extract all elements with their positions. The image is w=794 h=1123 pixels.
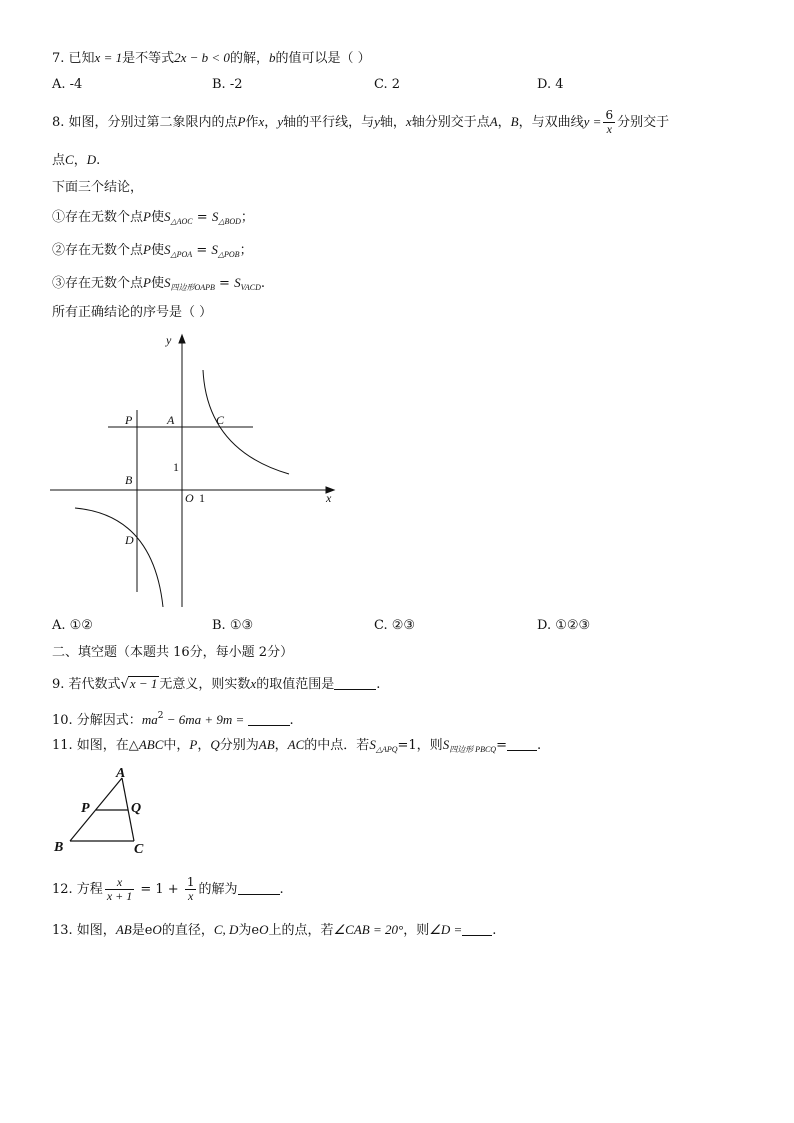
q11-math: Q [210, 737, 220, 752]
area-subscript: 四边形OAPB [170, 283, 215, 292]
q7-text: 7. 已知 [52, 51, 95, 66]
label-point-d: D [125, 533, 134, 547]
area-symbol: S [211, 242, 218, 257]
q11-math: AB [258, 737, 275, 752]
q7-option-b: B. -2 [212, 77, 243, 92]
q12-equation: = 1 + [136, 882, 183, 897]
q7-option-d: D. 4 [537, 77, 564, 92]
label-point-b: B [125, 473, 133, 487]
q13-math: AB [115, 922, 132, 937]
q11-text: . [536, 738, 542, 753]
q8-stem-line2 [52, 152, 100, 169]
q13-math: O [259, 922, 269, 937]
q11-text: 分别为 [219, 738, 259, 753]
q8-text: 轴， [379, 115, 406, 130]
q8-math: x [258, 114, 265, 129]
hyperbola-branch-third-quadrant [75, 508, 163, 607]
q8-text: ， [73, 153, 87, 168]
q8-text: 轴的平行线，与 [283, 115, 375, 130]
label-point-c: C [216, 413, 225, 427]
label-tick-x-1: 1 [199, 491, 205, 505]
label-point-p: P [125, 413, 133, 427]
q8-math: x [405, 114, 412, 129]
label-point-q: Q [131, 801, 142, 816]
equals-sign: = [192, 210, 212, 225]
q8-text: ， [497, 115, 511, 130]
answer-blank[interactable] [462, 923, 492, 936]
q8-option-b: B. ①③ [212, 618, 254, 633]
q8-text: . [260, 276, 266, 291]
q12-fraction-right [185, 876, 197, 903]
fraction-denominator: x [606, 122, 612, 136]
q13-stem [52, 922, 496, 939]
q13-angle: ∠D = [429, 922, 463, 937]
label-vertex-c: C [134, 842, 144, 857]
q8-text: 作 [245, 115, 259, 130]
q8-hyperbola-fraction [603, 109, 615, 136]
section-heading-fill-in: 二、填空题（本题共 16分，每小题 2分） [52, 645, 294, 660]
q12-text: 的解为 [198, 882, 238, 897]
q13-text: 上的点，若 [268, 923, 334, 938]
q13-text: 的直径， [161, 923, 214, 938]
area-subscript: △AOC [170, 217, 193, 226]
q8-text: ，与双曲线 [518, 115, 584, 130]
fraction-numerator: 6 [605, 108, 614, 122]
q8-text: ①存在无数个点 [52, 210, 144, 225]
q13-text: ，则 [403, 923, 430, 938]
area-symbol: S [163, 209, 171, 224]
q8-text: ③存在无数个点 [52, 276, 144, 291]
q11-text: = [496, 738, 507, 753]
area-subscript: △BOD [218, 217, 241, 226]
q7-text: 的解， [229, 51, 269, 66]
answer-blank[interactable] [507, 738, 537, 751]
fraction-numerator: x [105, 876, 134, 890]
q8-question: 所有正确结论的序号是（ ） [52, 305, 213, 320]
q7-option-c: C. 2 [374, 77, 401, 92]
area-symbol: S [211, 209, 219, 224]
q10-text: 10. 分解因式： [52, 713, 142, 728]
q11-text: =1，则 [397, 738, 443, 753]
label-point-a: A [167, 413, 175, 427]
q8-text: 点 [52, 153, 66, 168]
area-symbol: S [369, 737, 376, 752]
fraction-numerator: 1 [186, 875, 195, 889]
q8-text: . [96, 153, 101, 168]
q9-text: 无意义，则实数 [159, 677, 251, 692]
q10-text: . [289, 713, 294, 728]
q8-text: 轴分别交于点 [411, 115, 490, 130]
q11-text: ， [197, 738, 211, 753]
q9-stem [52, 676, 380, 693]
q8-text: ②存在无数个点 [52, 243, 144, 258]
answer-blank[interactable] [238, 882, 280, 895]
q8-math: P [143, 209, 151, 224]
area-subscript: △APQ [375, 745, 398, 754]
q12-stem [52, 872, 284, 908]
label-x-axis: x [326, 491, 332, 505]
fraction-denominator: x [188, 889, 194, 903]
q13-angle: ∠CAB = 20° [333, 922, 404, 937]
q7-text: 的值可以是（ ） [275, 51, 371, 66]
q8-conclusion-2 [52, 242, 253, 263]
q7-math: x = 1 [94, 50, 123, 65]
q8-text: ； [239, 243, 253, 258]
q7-math: b [268, 50, 276, 65]
label-origin: O [185, 491, 194, 505]
fraction-denominator: x + 1 [106, 889, 133, 903]
q11-math: P [189, 737, 198, 752]
q8-math: y [277, 114, 284, 129]
area-subscript: VACD [240, 283, 261, 292]
q7-text: 是不等式 [122, 51, 175, 66]
q11-math: ABC [138, 737, 164, 752]
q10-expression: ma [141, 712, 158, 727]
q8-text: 使 [150, 243, 164, 258]
q8-math: y [374, 114, 380, 129]
q11-text: 11. 如图，在△ [52, 738, 139, 753]
q11-math: AC [287, 737, 305, 752]
q8-math: P [143, 242, 151, 257]
q13-text: 是 [131, 923, 145, 938]
q8-option-d: D. ①②③ [537, 618, 591, 633]
area-symbol: S [163, 242, 171, 257]
q10-stem [52, 708, 294, 729]
q8-intro: 下面三个结论， [52, 180, 144, 195]
q9-math: x [250, 676, 257, 691]
q7-option-a: A. -4 [52, 77, 83, 92]
q9-text: 的取值范围是 [256, 677, 335, 692]
q9-text: . [376, 677, 381, 692]
radical-sign: √ [120, 677, 129, 692]
area-symbol: S [234, 275, 241, 290]
q8-hyperbola-y: y = [583, 114, 602, 129]
q12-fraction-left [105, 876, 134, 903]
q8-option-c: C. ②③ [374, 618, 416, 633]
exponent: 2 [157, 711, 164, 721]
label-point-p: P [81, 801, 90, 816]
q9-text: 9. 若代数式 [52, 677, 121, 692]
q13-text: . [492, 923, 497, 938]
q7-stem [52, 50, 371, 67]
q8-text: 使 [150, 210, 164, 225]
area-subscript: 四边形 PBCQ [449, 745, 497, 754]
label-vertex-b: B [54, 840, 64, 855]
q8-conclusion-1 [52, 209, 254, 230]
q8-text: 使 [150, 276, 164, 291]
q8-text: 8. 如图，分别过第二象限内的点 [52, 115, 238, 130]
label-vertex-a: A [116, 766, 126, 781]
q13-math: O [152, 922, 162, 937]
q8-text: ； [240, 210, 254, 225]
q11-text: 的中点．若 [304, 738, 370, 753]
q8-math: D [86, 152, 97, 167]
label-tick-y-1: 1 [173, 460, 179, 474]
q8-math: B [510, 114, 519, 129]
area-subscript: △POB [217, 250, 240, 259]
circle-symbol: e [144, 923, 153, 938]
equals-sign: = [192, 243, 212, 258]
q12-text: 12. 方程 [52, 882, 103, 897]
area-symbol: S [442, 737, 450, 752]
q8-math: P [237, 114, 246, 129]
q8-coordinate-figure [45, 330, 345, 612]
q8-math: C [65, 152, 74, 167]
answer-blank[interactable] [248, 713, 290, 726]
q11-text: ， [274, 738, 288, 753]
q13-text: 为 [238, 923, 252, 938]
q10-expression: − 6ma + 9m = [163, 712, 248, 727]
q13-math: C, D [213, 922, 239, 937]
q8-math: P [143, 275, 151, 290]
radicand: x − 1 [129, 676, 158, 691]
q8-text: 分别交于 [617, 115, 670, 130]
circle-symbol: e [251, 923, 260, 938]
q7-inequality: 2x − b < 0 [174, 50, 230, 65]
q8-text: ， [264, 115, 278, 130]
q8-stem [52, 105, 669, 140]
q13-text: 13. 如图， [52, 923, 116, 938]
q11-text: 中， [163, 738, 190, 753]
y-axis-arrow [179, 335, 185, 343]
q8-option-a: A. ①② [52, 618, 93, 633]
answer-blank[interactable] [334, 677, 376, 690]
q8-conclusion-3 [52, 275, 265, 296]
q8-math: A [489, 114, 498, 129]
q11-stem [52, 737, 541, 758]
q12-text: . [279, 882, 284, 897]
equals-sign: = [214, 276, 235, 291]
label-y-axis: y [166, 333, 172, 347]
area-subscript: △POA [170, 250, 193, 259]
area-symbol: S [163, 275, 171, 290]
q11-triangle-figure [50, 762, 160, 858]
